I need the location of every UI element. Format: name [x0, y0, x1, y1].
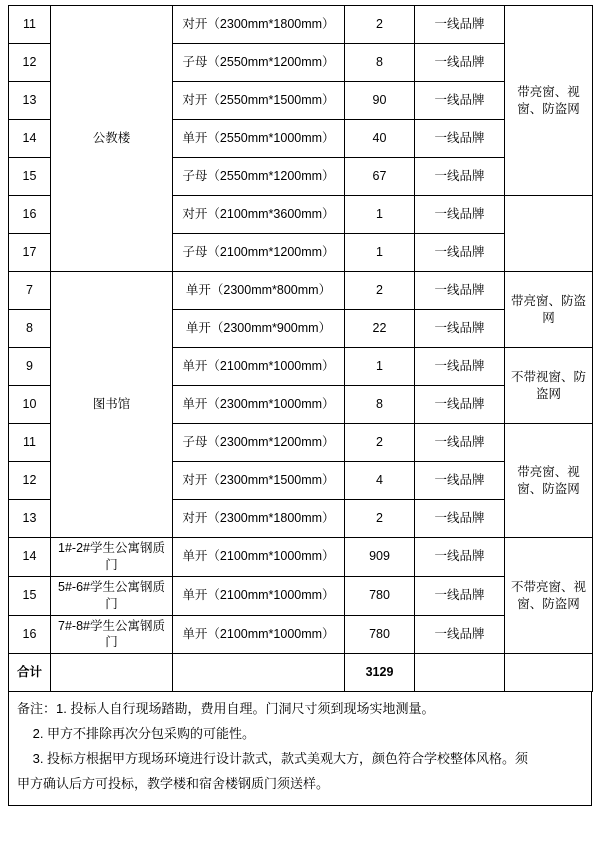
row-type: 子母（2550mm*1200mm） [173, 158, 345, 196]
row-no: 11 [9, 424, 51, 462]
row-brand: 一线品牌 [415, 6, 505, 44]
row-brand: 一线品牌 [415, 615, 505, 654]
row-brand: 一线品牌 [415, 120, 505, 158]
row-brand: 一线品牌 [415, 310, 505, 348]
row-qty: 67 [345, 158, 415, 196]
row-note-group-3: 不带视窗、防盗网 [505, 348, 593, 424]
row-no: 16 [9, 196, 51, 234]
row-type: 对开（2550mm*1500mm） [173, 82, 345, 120]
row-no: 7 [9, 272, 51, 310]
row-brand: 一线品牌 [415, 272, 505, 310]
row-qty: 2 [345, 424, 415, 462]
row-qty: 909 [345, 538, 415, 577]
row-note-group-5: 不带亮窗、视窗、防盗网 [505, 538, 593, 654]
row-type: 单开（2100mm*1000mm） [173, 348, 345, 386]
remark-line-3: 3. 投标方根据甲方现场环境进行设计款式，款式美观大方，颜色符合学校整体风格。须 [32, 750, 529, 766]
total-blank-note [505, 654, 593, 692]
row-type: 对开（2300mm*1500mm） [173, 462, 345, 500]
row-brand: 一线品牌 [415, 158, 505, 196]
row-no: 13 [9, 82, 51, 120]
row-no: 17 [9, 234, 51, 272]
row-no: 8 [9, 310, 51, 348]
row-brand: 一线品牌 [415, 348, 505, 386]
row-brand: 一线品牌 [415, 44, 505, 82]
row-note-group-1: 带亮窗、视窗、防盗网 [505, 6, 593, 196]
row-qty: 1 [345, 196, 415, 234]
total-blank-type [173, 654, 345, 692]
building-name-dorm-5-6: 5#-6#学生公寓钢质门 [51, 576, 173, 615]
row-no: 10 [9, 386, 51, 424]
row-qty: 90 [345, 82, 415, 120]
building-name-dorm-7-8: 7#-8#学生公寓钢质门 [51, 615, 173, 654]
row-type: 单开（2550mm*1000mm） [173, 120, 345, 158]
total-blank-building [51, 654, 173, 692]
building-name-dorm-1-2: 1#-2#学生公寓钢质门 [51, 538, 173, 577]
row-qty: 1 [345, 348, 415, 386]
row-brand: 一线品牌 [415, 82, 505, 120]
row-qty: 2 [345, 272, 415, 310]
row-qty: 8 [345, 386, 415, 424]
row-note-group-4: 带亮窗、视窗、防盗网 [505, 424, 593, 538]
total-blank-brand [415, 654, 505, 692]
row-brand: 一线品牌 [415, 538, 505, 577]
remark-line-3-cont: 甲方确认后方可投标，教学楼和宿舍楼钢质门须送样。 [17, 775, 330, 791]
row-brand: 一线品牌 [415, 576, 505, 615]
remarks-block [8, 692, 592, 806]
row-no: 11 [9, 6, 51, 44]
building-name-tushuguan: 图书馆 [51, 272, 173, 538]
row-qty: 780 [345, 576, 415, 615]
row-type: 单开（2100mm*1000mm） [173, 576, 345, 615]
table-body [9, 6, 593, 692]
row-no: 15 [9, 158, 51, 196]
row-brand: 一线品牌 [415, 424, 505, 462]
row-qty: 8 [345, 44, 415, 82]
building-name-gongjiaolou: 公教楼 [51, 6, 173, 272]
row-type: 子母（2300mm*1200mm） [173, 424, 345, 462]
row-no: 13 [9, 500, 51, 538]
row-qty: 40 [345, 120, 415, 158]
row-qty: 1 [345, 234, 415, 272]
row-type: 对开（2100mm*3600mm） [173, 196, 345, 234]
table-row [9, 6, 593, 44]
row-qty: 22 [345, 310, 415, 348]
row-note-empty [505, 196, 593, 272]
row-type: 单开（2100mm*1000mm） [173, 615, 345, 654]
total-value: 3129 [345, 654, 415, 692]
row-note-group-2: 带亮窗、防盗网 [505, 272, 593, 348]
row-type: 对开（2300mm*1800mm） [173, 500, 345, 538]
row-brand: 一线品牌 [415, 462, 505, 500]
row-type: 单开（2300mm*800mm） [173, 272, 345, 310]
row-qty: 2 [345, 500, 415, 538]
row-no: 14 [9, 120, 51, 158]
row-type: 单开（2300mm*1000mm） [173, 386, 345, 424]
door-spec-table [8, 5, 593, 692]
row-type: 子母（2100mm*1200mm） [173, 234, 345, 272]
table-row [9, 272, 593, 310]
row-type: 子母（2550mm*1200mm） [173, 44, 345, 82]
row-qty: 780 [345, 615, 415, 654]
row-type: 单开（2100mm*1000mm） [173, 538, 345, 577]
row-qty: 4 [345, 462, 415, 500]
row-brand: 一线品牌 [415, 386, 505, 424]
row-brand: 一线品牌 [415, 500, 505, 538]
row-qty: 2 [345, 6, 415, 44]
row-brand: 一线品牌 [415, 196, 505, 234]
total-label: 合计 [9, 654, 51, 692]
row-no: 12 [9, 44, 51, 82]
remark-line-1: 备注：1. 投标人自行现场踏勘，费用自理。门洞尺寸须到现场实地测量。 [17, 701, 435, 717]
table-row [9, 538, 593, 577]
row-type: 单开（2300mm*900mm） [173, 310, 345, 348]
row-type: 对开（2300mm*1800mm） [173, 6, 345, 44]
row-brand: 一线品牌 [415, 234, 505, 272]
row-no: 14 [9, 538, 51, 577]
table-total-row [9, 654, 593, 692]
remark-line-2: 2. 甲方不排除再次分包采购的可能性。 [32, 726, 256, 741]
row-no: 9 [9, 348, 51, 386]
row-no: 12 [9, 462, 51, 500]
row-no: 15 [9, 576, 51, 615]
row-no: 16 [9, 615, 51, 654]
